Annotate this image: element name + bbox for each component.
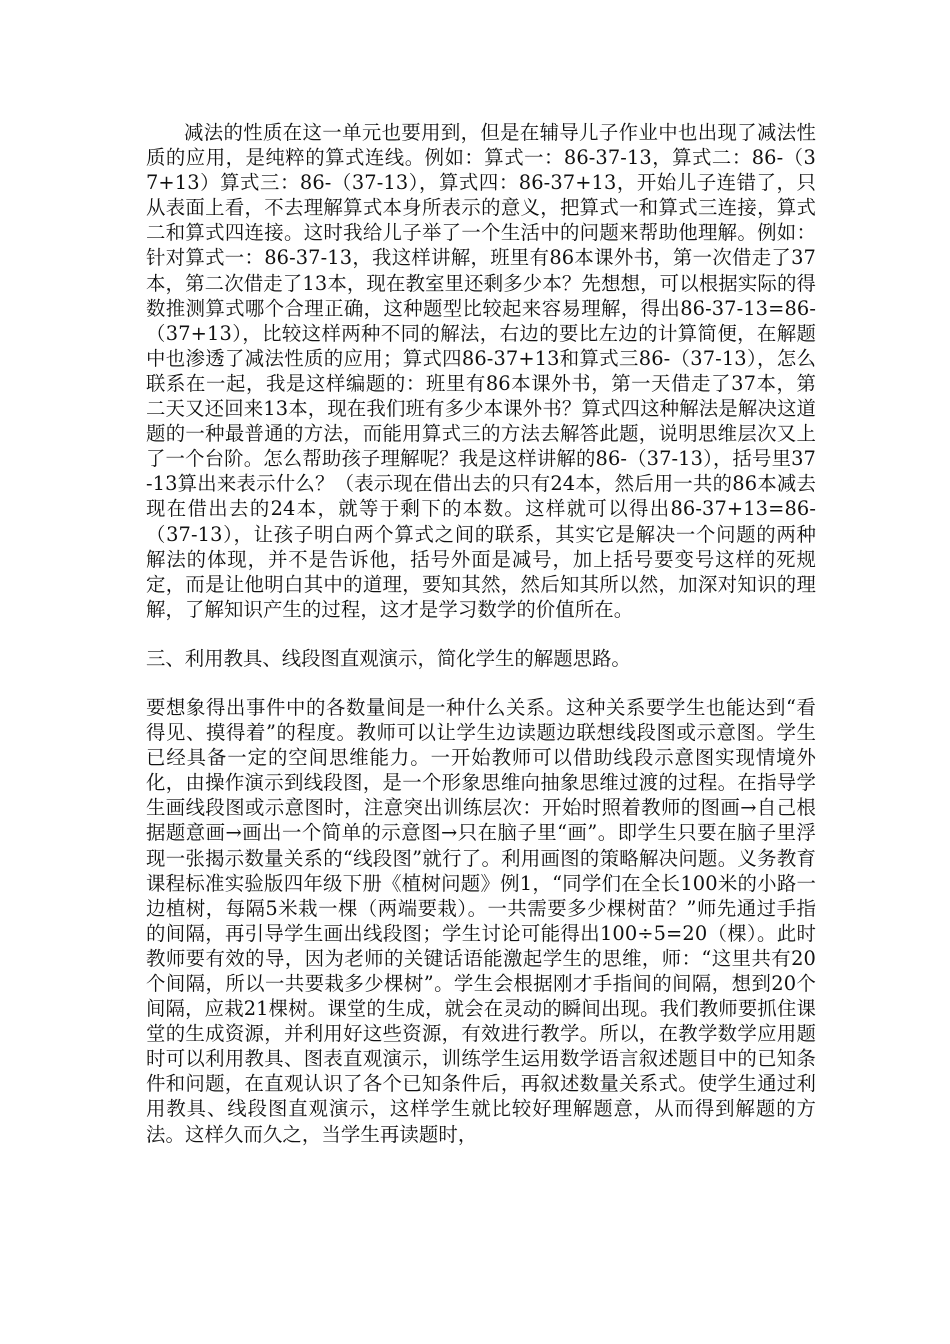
document-page (146, 120, 816, 1147)
paragraph-subtraction-properties: 减法的性质在这一单元也要用到，但是在辅导儿子作业中也出现了减法性质的应用，是纯粹的算式连线。例如：算式一：86-37-13，算式二：86-（37+13）算式三：86-（37-13），算式四：86-37+13，开始儿子连错了，只从表面上看，不去理解算式本身所表示的意义，把算式一和算式三连接，算式二和算式四连接。这时我给儿子举了一个生活中的问题来帮助他理解。例如：针对算式一：86-37-13，我这样讲解，班里有86本课外书，第一次借走了37本，第二次借走了13本，现在教室里还剩多少本？先想想，可以根据实际的得数推测算式哪个合理正确，这种题型比较起来容易理解，得出86-37-13=86-（37+13），比较这样两种不同的解法，右边的要比左边的计算简便，在解题中也渗透了减法性质的应用；算式四86-37+13和算式三86-（37-13），怎么联系在一起，我是这样编题的：班里有86本课外书，第一天借走了37本，第二天又还回来13本，现在我们班有多少本课外书？算式四这种解法是解决这道题的一种最普通的方法，而能用算式三的方法去解答此题，说明思维层次又上了一个台阶。怎么帮助孩子理解呢？我是这样讲解的86-（37-13），括号里37-13算出来表示什么？（表示现在借出去的只有24本，然后用一共的86本减去现在借出去的24本，就等于剩下的本数。这样就可以得出86-37+13=86-（37-13），让孩子明白两个算式之间的联系，其实它是解决一个问题的两种解法的体现，并不是告诉他，括号外面是减号，加上括号要变号这样的死规定，而是让他明白其中的道理，要知其然，然后知其所以然，加深对知识的理解，了解知识产生的过程，这才是学习数学的价值所在。 (146, 121, 816, 621)
paragraph-line-segment-diagram: 要想象得出事件中的各数量间是一种什么关系。这种关系要学生也能达到“看得见、摸得着”的程度。教师可以让学生边读题边联想线段图或示意图。学生已经具备一定的空间思维能力。一开始教师可以借助线段示意图实现情境外化，由操作演示到线段图，是一个形象思维向抽象思维过渡的过程。在指导学生画线段图或示意图时，注意突出训练层次：开始时照着教师的图画→自己根据题意画→画出一个简单的示意图→只在脑子里“画”。即学生只要在脑子里浮现一张揭示数量关系的“线段图”就行了。利用画图的策略解决问题。义务教育课程标准实验版四年级下册《植树问题》例1，“同学们在全长100米的小路一边植树，每隔5米栽一棵（两端要栽）。一共需要多少棵树苗？”师先通过手指的间隔，再引导学生画出线段图；学生讨论可能得出100÷5=20（棵）。此时教师要有效的导，因为老师的关键话语能激起学生的思维，师：“这里共有20个间隔，所以一共要栽多少棵树”。学生会根据刚才手指间的间隔，想到20个间隔，应栽21棵树。课堂的生成，就会在灵动的瞬间出现。我们教师要抓住课堂的生成资源，并利用好这些资源，有效进行教学。所以，在教学数学应用题时可以利用教具、图表直观演示，训练学生运用数学语言叙述题目中的已知条件和问题，在直观认识了各个已知条件后，再叙述数量关系式。使学生通过利用教具、线段图直观演示，这样学生就比较好理解题意，从而得到解题的方法。这样久而久之，当学生再读题时， (146, 695, 816, 1146)
section-heading-three: 三、利用教具、线段图直观演示，简化学生的解题思路。 (146, 646, 631, 670)
